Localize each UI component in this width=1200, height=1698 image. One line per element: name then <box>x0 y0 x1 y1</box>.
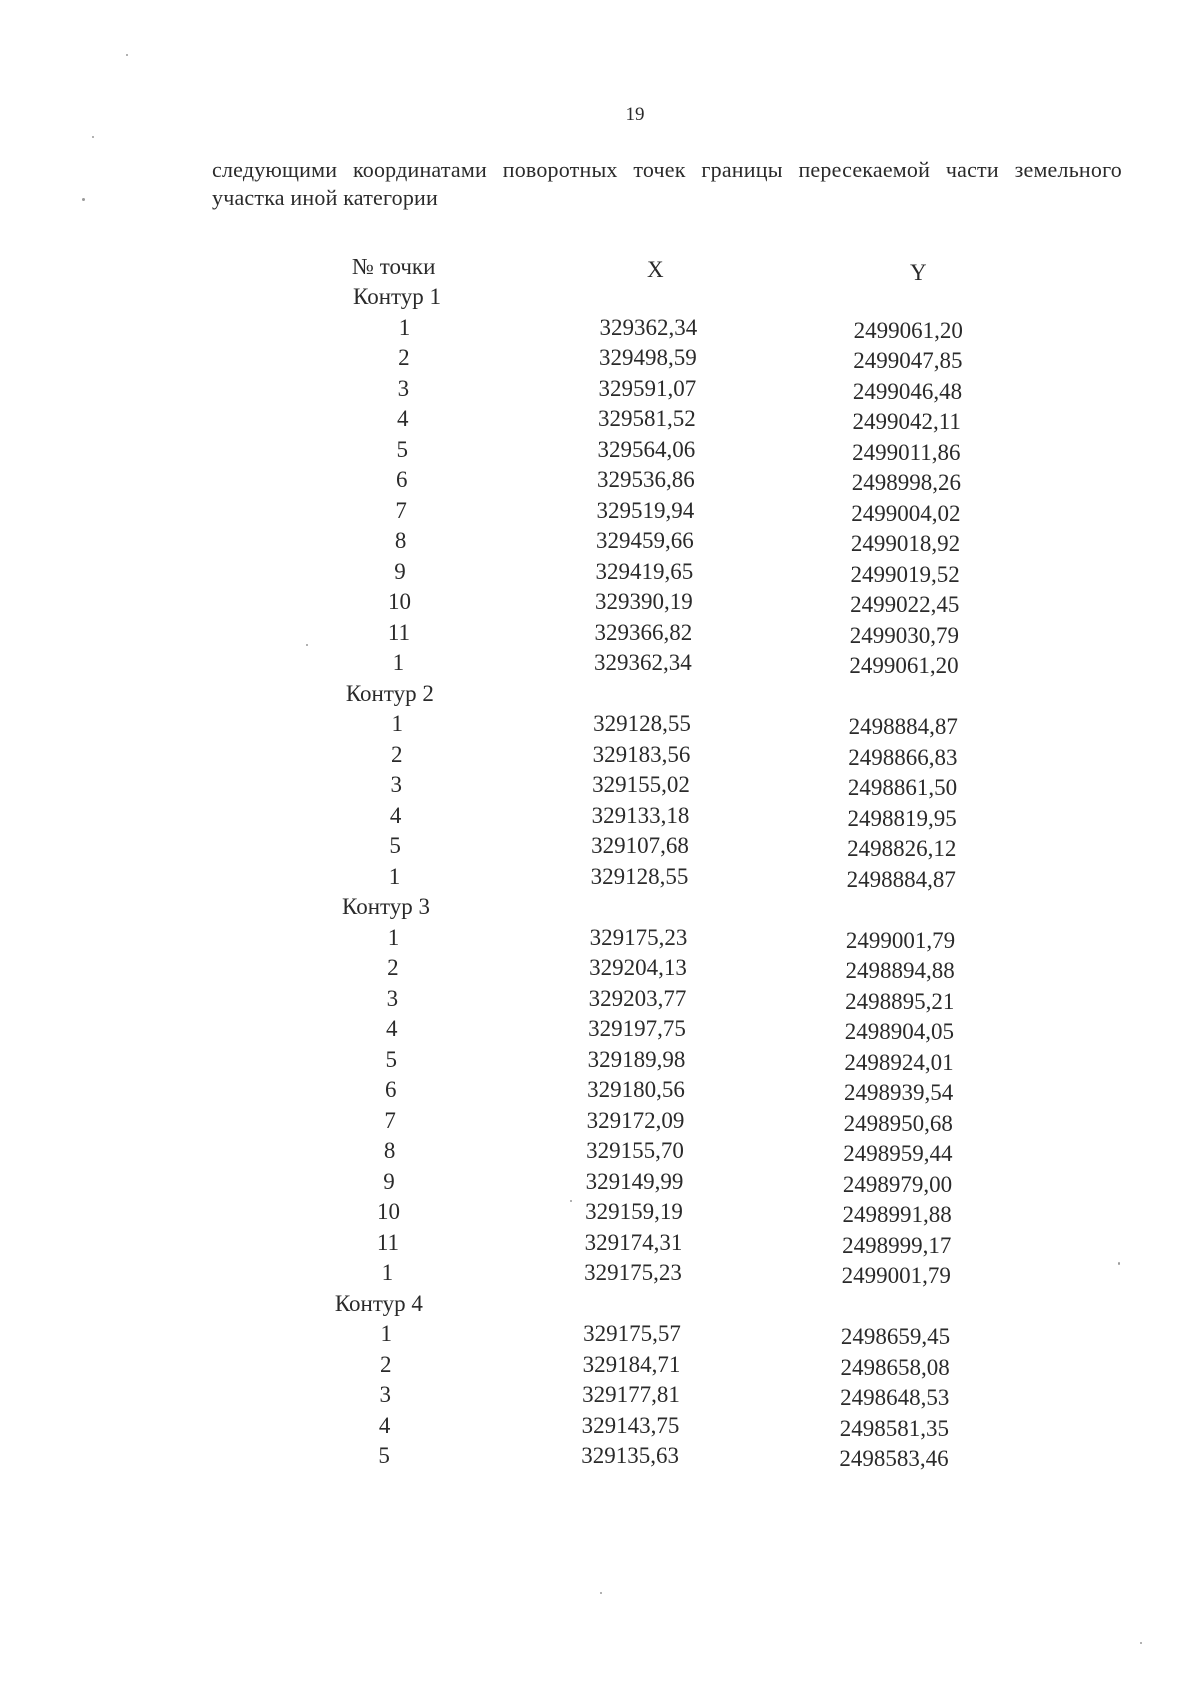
x-coordinate-cell: 329362,34 <box>594 650 692 675</box>
table-row <box>0 557 1200 587</box>
point-number-cell: 5 <box>385 1046 397 1072</box>
point-number-cell: 5 <box>396 436 408 462</box>
table-row <box>0 526 1200 556</box>
point-number-cell: 5 <box>389 833 401 858</box>
table-row <box>0 1075 1200 1105</box>
point-number-cell: 4 <box>386 1016 398 1041</box>
y-coordinate-cell: 2498924,01 <box>844 1049 954 1075</box>
x-coordinate-cell: 329174,31 <box>584 1229 683 1255</box>
table-row <box>0 740 1200 770</box>
x-coordinate-cell: 329197,75 <box>588 1016 686 1041</box>
x-coordinate-cell: 329128,55 <box>590 863 689 889</box>
header-x: X <box>647 257 664 282</box>
y-coordinate-cell: 2499042,11 <box>852 409 961 434</box>
table-row <box>0 1411 1200 1441</box>
header-y: Y <box>910 260 927 285</box>
scan-speck <box>126 54 128 56</box>
x-coordinate-cell: 329159,19 <box>585 1199 683 1224</box>
y-coordinate-cell: 2499018,92 <box>850 531 961 556</box>
y-coordinate-cell: 2498884,87 <box>848 714 958 739</box>
x-coordinate-cell: 329184,71 <box>582 1351 681 1377</box>
y-coordinate-cell: 2499011,86 <box>852 439 961 465</box>
y-coordinate-cell: 2498826,12 <box>847 836 957 861</box>
scan-speck <box>82 198 85 201</box>
scan-speck <box>570 1200 572 1202</box>
x-coordinate-cell: 329189,98 <box>587 1046 686 1072</box>
contour-label: Контур 3 <box>342 894 431 919</box>
scan-speck <box>306 644 308 646</box>
point-number-cell: 9 <box>383 1168 395 1194</box>
x-coordinate-cell: 329536,86 <box>597 467 695 492</box>
x-coordinate-cell: 329135,63 <box>581 1443 679 1468</box>
table-row <box>0 435 1200 465</box>
table-row <box>0 709 1200 739</box>
point-number-cell: 8 <box>394 528 407 553</box>
point-number-cell: 1 <box>391 711 404 736</box>
y-coordinate-cell: 2498895,21 <box>845 988 955 1014</box>
y-coordinate-cell: 2498884,87 <box>846 866 956 892</box>
point-number-cell: 1 <box>380 1321 393 1346</box>
table-row <box>0 1258 1200 1288</box>
point-number-cell: 10 <box>377 1199 400 1224</box>
table-row <box>0 1228 1200 1258</box>
table-row <box>0 1319 1200 1349</box>
x-coordinate-cell: 329177,81 <box>582 1382 680 1407</box>
x-coordinate-cell: 329390,19 <box>595 589 693 614</box>
x-coordinate-cell: 329203,77 <box>588 985 687 1011</box>
y-coordinate-cell: 2499001,79 <box>841 1263 951 1288</box>
x-coordinate-cell: 329519,94 <box>596 497 695 523</box>
table-row <box>0 496 1200 526</box>
x-coordinate-cell: 329564,06 <box>597 436 696 462</box>
y-coordinate-cell: 2498648,53 <box>840 1385 950 1410</box>
x-coordinate-cell: 329175,23 <box>589 924 688 950</box>
point-number-cell: 2 <box>387 955 399 980</box>
y-coordinate-cell: 2498904,05 <box>844 1019 954 1044</box>
point-number-cell: 4 <box>378 1412 391 1438</box>
point-number-cell: 8 <box>383 1138 396 1163</box>
x-coordinate-cell: 329183,56 <box>592 741 691 767</box>
x-coordinate-cell: 329155,70 <box>586 1138 684 1163</box>
point-number-cell: 11 <box>376 1229 400 1255</box>
point-number-cell: 2 <box>398 345 410 370</box>
scan-speck <box>1118 1262 1120 1265</box>
contour-label: Контур 1 <box>353 284 442 309</box>
y-coordinate-cell: 2498659,45 <box>840 1324 951 1349</box>
x-coordinate-cell: 329581,52 <box>598 406 696 431</box>
table-row <box>0 374 1200 404</box>
x-coordinate-cell: 329498,59 <box>599 345 697 370</box>
point-number-cell: 1 <box>387 924 400 950</box>
table-row <box>0 648 1200 678</box>
table-row <box>0 831 1200 861</box>
table-row <box>0 1350 1200 1380</box>
y-coordinate-cell: 2498866,83 <box>848 744 958 770</box>
table-row <box>0 618 1200 648</box>
point-number-cell: 1 <box>388 863 401 889</box>
table-row <box>0 770 1200 800</box>
point-number-cell: 3 <box>390 772 402 797</box>
point-number-cell: 6 <box>384 1077 397 1102</box>
table-row <box>0 1106 1200 1136</box>
table-row <box>0 1136 1200 1166</box>
x-coordinate-cell: 329366,82 <box>594 619 693 645</box>
intro-paragraph: следующими координатами поворотных точек границы пересекаемой части земельного участка иной категории <box>212 157 1122 210</box>
table-row <box>0 984 1200 1014</box>
contour-label: Контур 2 <box>345 680 434 706</box>
x-coordinate-cell: 329172,09 <box>586 1107 685 1133</box>
point-number-cell: 1 <box>392 650 405 675</box>
point-number-cell: 5 <box>378 1443 390 1468</box>
point-number-cell: 7 <box>384 1107 396 1133</box>
y-coordinate-cell: 2499061,20 <box>853 317 963 343</box>
point-number-cell: 4 <box>397 406 409 431</box>
table-row <box>0 1441 1200 1471</box>
y-coordinate-cell: 2499030,79 <box>849 622 959 648</box>
table-row <box>0 801 1200 831</box>
table-row <box>0 862 1200 892</box>
x-coordinate-cell: 329143,75 <box>581 1412 680 1438</box>
y-coordinate-cell: 2498581,35 <box>839 1415 949 1441</box>
x-coordinate-cell: 329133,18 <box>591 802 690 828</box>
page-number: 19 <box>625 104 645 125</box>
x-coordinate-cell: 329459,66 <box>596 528 694 553</box>
scan-speck <box>1140 1642 1142 1644</box>
table-row <box>0 1380 1200 1410</box>
y-coordinate-cell: 2498583,46 <box>839 1446 949 1471</box>
y-coordinate-cell: 2498991,88 <box>842 1202 952 1227</box>
y-coordinate-cell: 2498894,88 <box>845 958 955 983</box>
table-row <box>0 1045 1200 1075</box>
point-number-cell: 10 <box>388 589 411 614</box>
point-number-cell: 3 <box>386 985 399 1011</box>
x-coordinate-cell: 329591,07 <box>598 375 697 401</box>
point-number-cell: 3 <box>397 375 410 401</box>
point-number-cell: 1 <box>398 314 411 340</box>
x-coordinate-cell: 329149,99 <box>585 1168 684 1194</box>
point-number-cell: 2 <box>391 741 403 767</box>
x-coordinate-cell: 329204,13 <box>589 955 687 980</box>
x-coordinate-cell: 329419,65 <box>595 558 694 584</box>
point-number-cell: 2 <box>380 1351 392 1377</box>
table-row <box>0 1014 1200 1044</box>
x-coordinate-cell: 329180,56 <box>587 1077 685 1102</box>
y-coordinate-cell: 2499022,45 <box>850 592 960 617</box>
point-number-cell: 3 <box>379 1382 391 1407</box>
y-coordinate-cell: 2498939,54 <box>843 1080 954 1105</box>
table-row <box>0 465 1200 495</box>
table-row <box>0 587 1200 617</box>
y-coordinate-cell: 2499047,85 <box>853 348 963 373</box>
x-coordinate-cell: 329362,34 <box>599 314 698 340</box>
y-coordinate-cell: 2498998,26 <box>851 470 961 495</box>
x-coordinate-cell: 329175,57 <box>583 1321 681 1346</box>
header-point-number: № точки <box>352 254 436 279</box>
point-number-cell: 6 <box>395 467 408 492</box>
y-coordinate-cell: 2499019,52 <box>850 561 960 587</box>
y-coordinate-cell: 2499001,79 <box>845 927 956 953</box>
y-coordinate-cell: 2498999,17 <box>842 1232 952 1258</box>
table-row <box>0 953 1200 983</box>
point-number-cell: 11 <box>387 619 411 645</box>
table-row <box>0 404 1200 434</box>
x-coordinate-cell: 329155,02 <box>592 772 690 797</box>
x-coordinate-cell: 329175,23 <box>584 1260 682 1285</box>
y-coordinate-cell: 2498959,44 <box>843 1141 953 1166</box>
table-row <box>0 343 1200 373</box>
table-row <box>0 1197 1200 1227</box>
y-coordinate-cell: 2498658,08 <box>840 1354 950 1380</box>
point-number-cell: 7 <box>395 497 407 523</box>
y-coordinate-cell: 2498819,95 <box>847 805 957 831</box>
x-coordinate-cell: 329107,68 <box>591 833 689 858</box>
table-row <box>0 313 1200 343</box>
y-coordinate-cell: 2498861,50 <box>847 775 958 800</box>
y-coordinate-cell: 2498979,00 <box>842 1171 953 1197</box>
y-coordinate-cell: 2499046,48 <box>852 378 963 404</box>
table-row <box>0 923 1200 953</box>
y-coordinate-cell: 2499061,20 <box>849 653 959 678</box>
x-coordinate-cell: 329128,55 <box>593 711 691 736</box>
point-number-cell: 9 <box>394 558 406 584</box>
point-number-cell: 1 <box>381 1260 394 1285</box>
point-number-cell: 4 <box>389 802 402 828</box>
table-row <box>0 1167 1200 1197</box>
contour-label: Контур 4 <box>334 1290 423 1316</box>
y-coordinate-cell: 2498950,68 <box>843 1110 953 1136</box>
scan-speck <box>92 136 94 138</box>
y-coordinate-cell: 2499004,02 <box>851 500 961 526</box>
scan-speck <box>600 1592 602 1594</box>
